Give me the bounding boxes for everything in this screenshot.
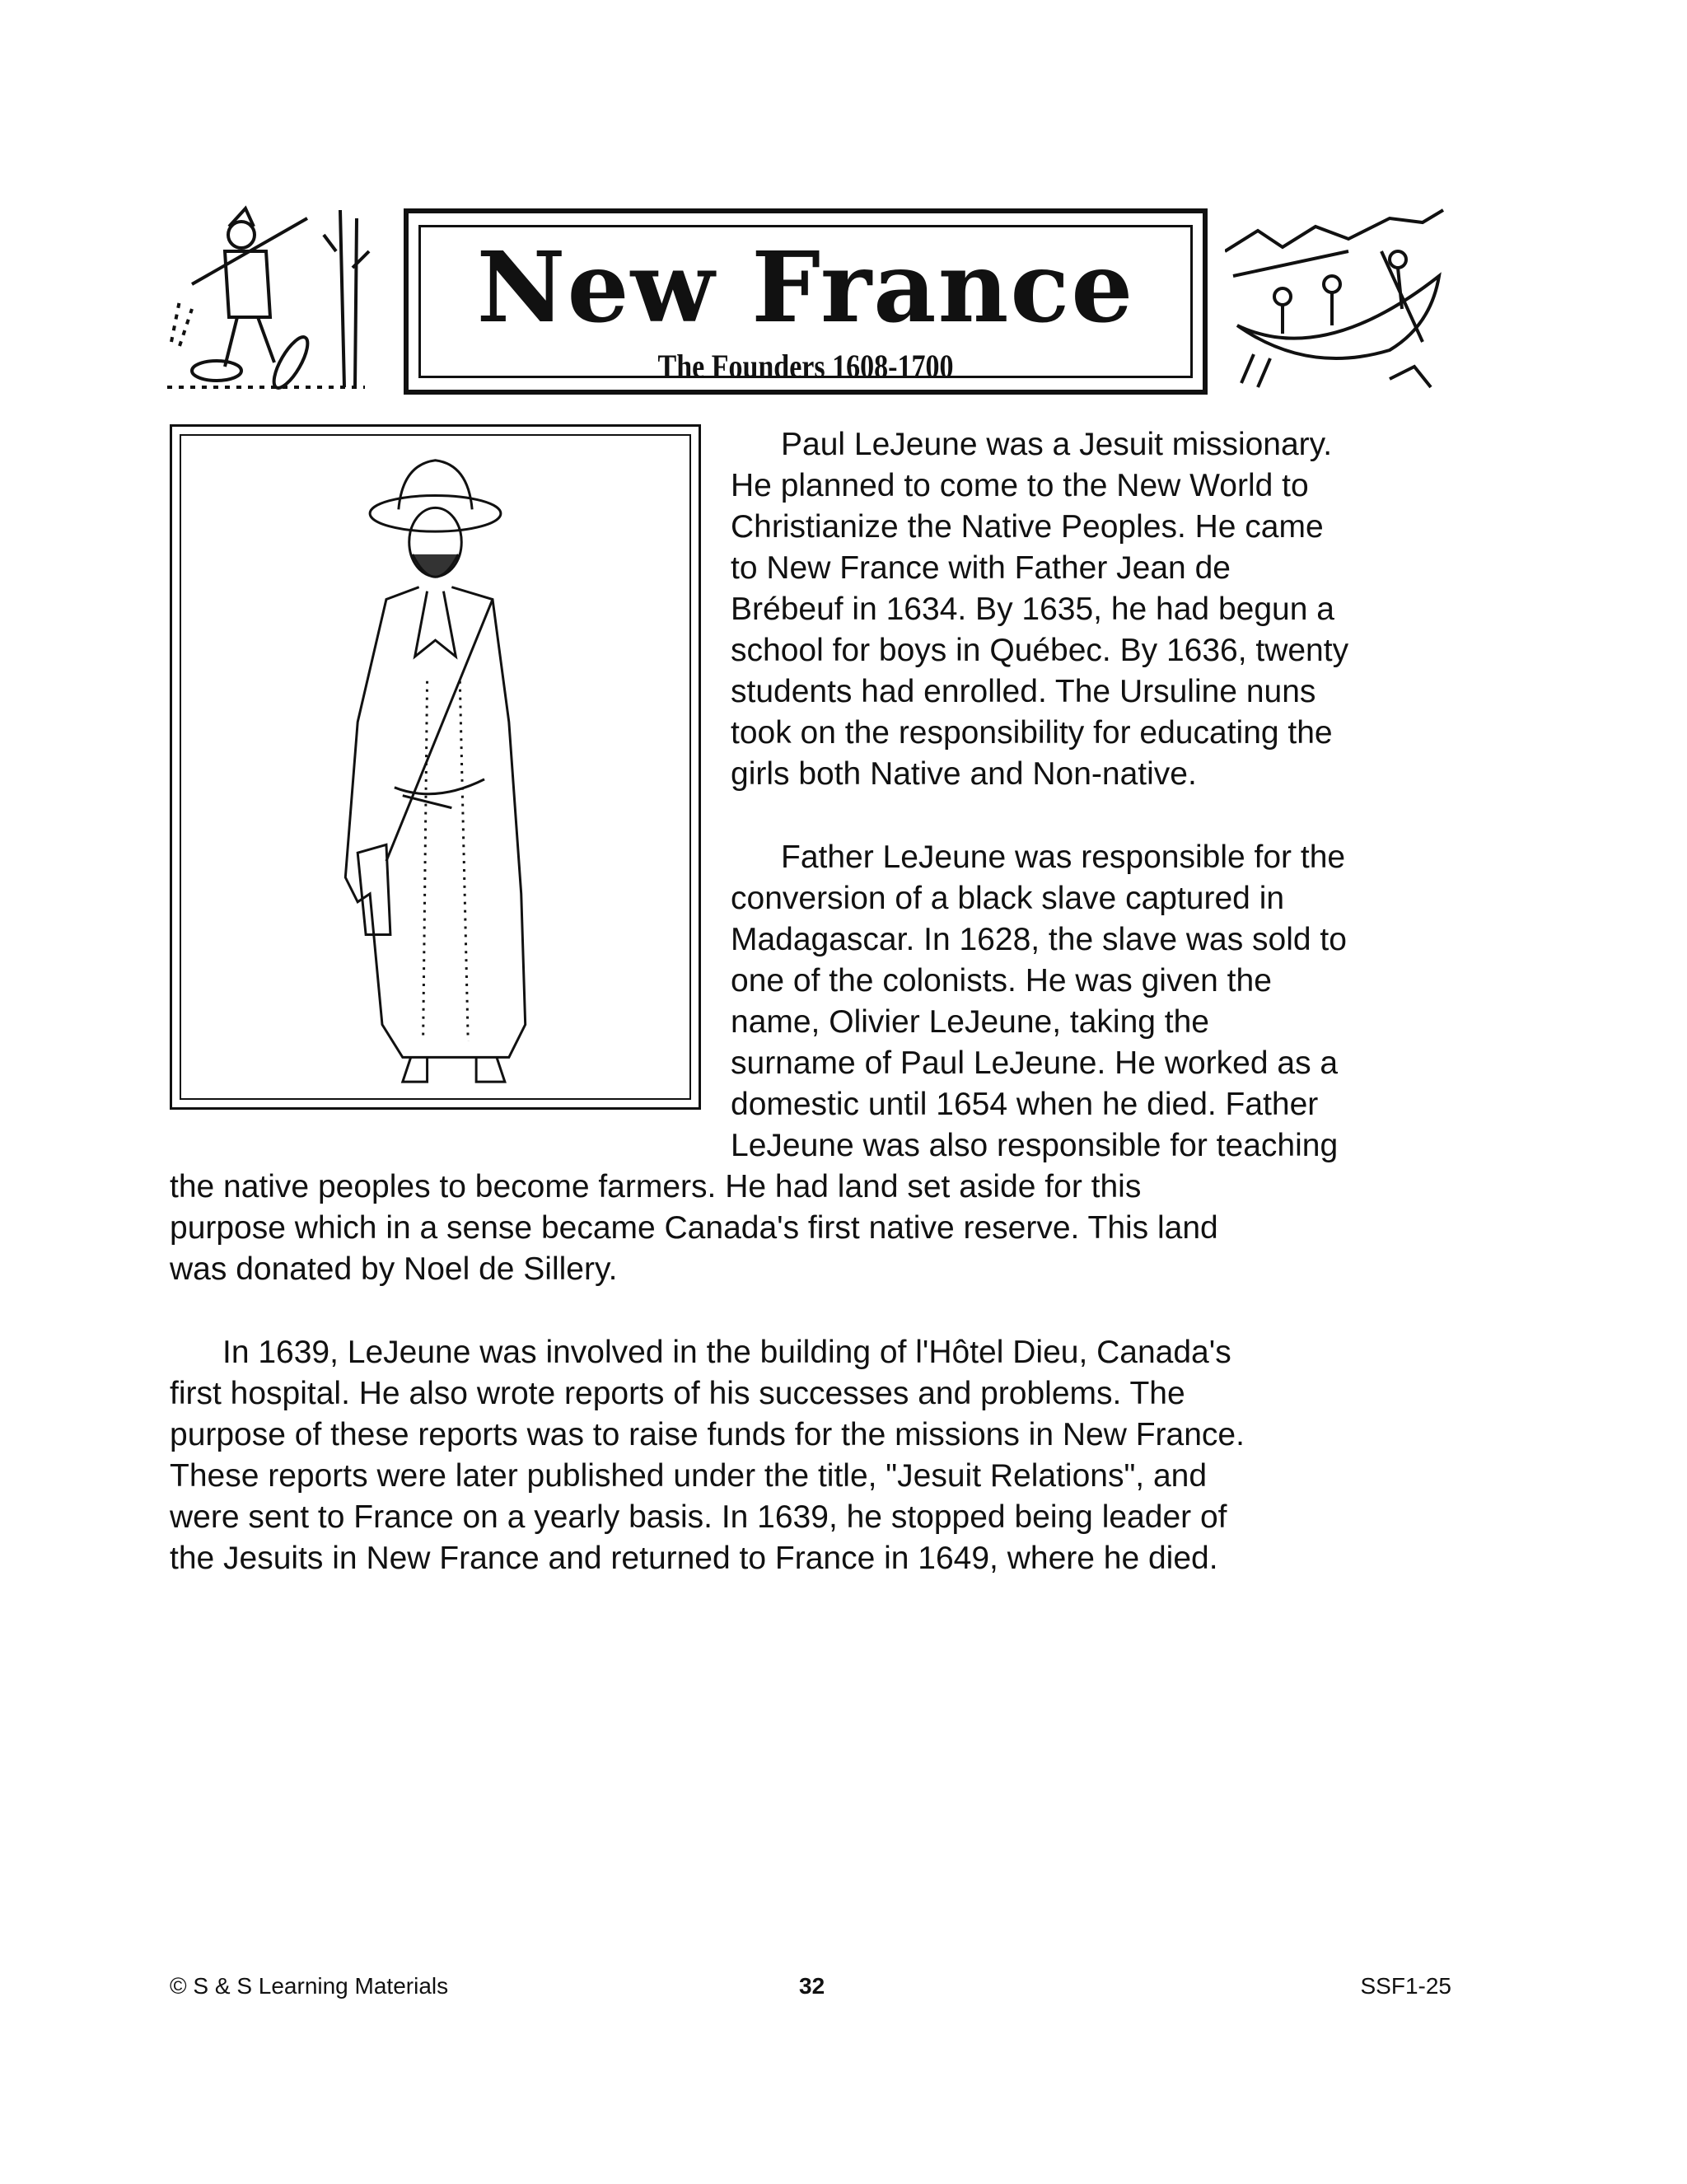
text-line: These reports were later published under the title, "Jesuit Relations", and	[170, 1458, 1208, 1494]
text-line: school for boys in Québec. By 1636, twenty	[731, 633, 1349, 668]
text-line: Christianize the Native Peoples. He came	[731, 509, 1324, 545]
text-line: students had enrolled. The Ursuline nuns	[731, 674, 1316, 709]
text-line: girls both Native and Non-native.	[731, 756, 1197, 792]
title-inner-border	[418, 225, 1193, 385]
text-line: one of the colonists. He was given the	[731, 963, 1272, 998]
footer-page-number: 32	[799, 1973, 825, 1999]
page-subtitle: The Founders 1608-1700	[657, 348, 954, 385]
text-line: was donated by Noel de Sillery.	[170, 1251, 618, 1287]
text-line: Father LeJeune was responsible for the	[781, 839, 1346, 875]
text-line: Paul LeJeune was a Jesuit missionary.	[781, 427, 1333, 462]
portrait-frame	[170, 424, 701, 1110]
text-line: first hospital. He also wrote reports of his successes and problems. The	[170, 1376, 1185, 1411]
text-line: the native peoples to become farmers. He had land set aside for this	[170, 1169, 1142, 1204]
canoe-illustration	[1225, 202, 1447, 391]
text-line: He planned to come to the New World to	[731, 468, 1309, 503]
text-line: LeJeune was also responsible for teaching	[731, 1128, 1339, 1163]
snowshoe-trapper-illustration	[167, 202, 373, 391]
text-line: Madagascar. In 1628, the slave was sold to	[731, 922, 1347, 957]
text-line: took on the responsibility for educating the	[731, 715, 1333, 751]
page-title: New France	[476, 230, 1135, 344]
text-line: In 1639, LeJeune was involved in the building of l'Hôtel Dieu, Canada's	[222, 1335, 1231, 1370]
footer-copyright: © S & S Learning Materials	[170, 1973, 449, 1999]
text-line: to New France with Father Jean de	[731, 550, 1231, 586]
footer-code: SSF1-25	[1360, 1973, 1451, 1999]
text-line: purpose of these reports was to raise funds for the missions in New France.	[170, 1417, 1245, 1452]
text-line: name, Olivier LeJeune, taking the	[731, 1004, 1210, 1040]
priest-portrait-illustration	[181, 436, 689, 1098]
text-line: conversion of a black slave captured in	[731, 881, 1285, 916]
text-line: surname of Paul LeJeune. He worked as a	[731, 1045, 1339, 1081]
text-line: purpose which in a sense became Canada's first native reserve. This land	[170, 1210, 1218, 1246]
title-banner	[404, 208, 1208, 395]
portrait-inner-border	[180, 434, 691, 1100]
text-line: were sent to France on a yearly basis. In 1639, he stopped being leader of	[170, 1499, 1227, 1535]
text-line: the Jesuits in New France and returned to France in 1649, where he died.	[170, 1541, 1218, 1576]
text-line: domestic until 1654 when he died. Father	[731, 1087, 1319, 1122]
text-line: Brébeuf in 1634. By 1635, he had begun a	[731, 592, 1334, 627]
